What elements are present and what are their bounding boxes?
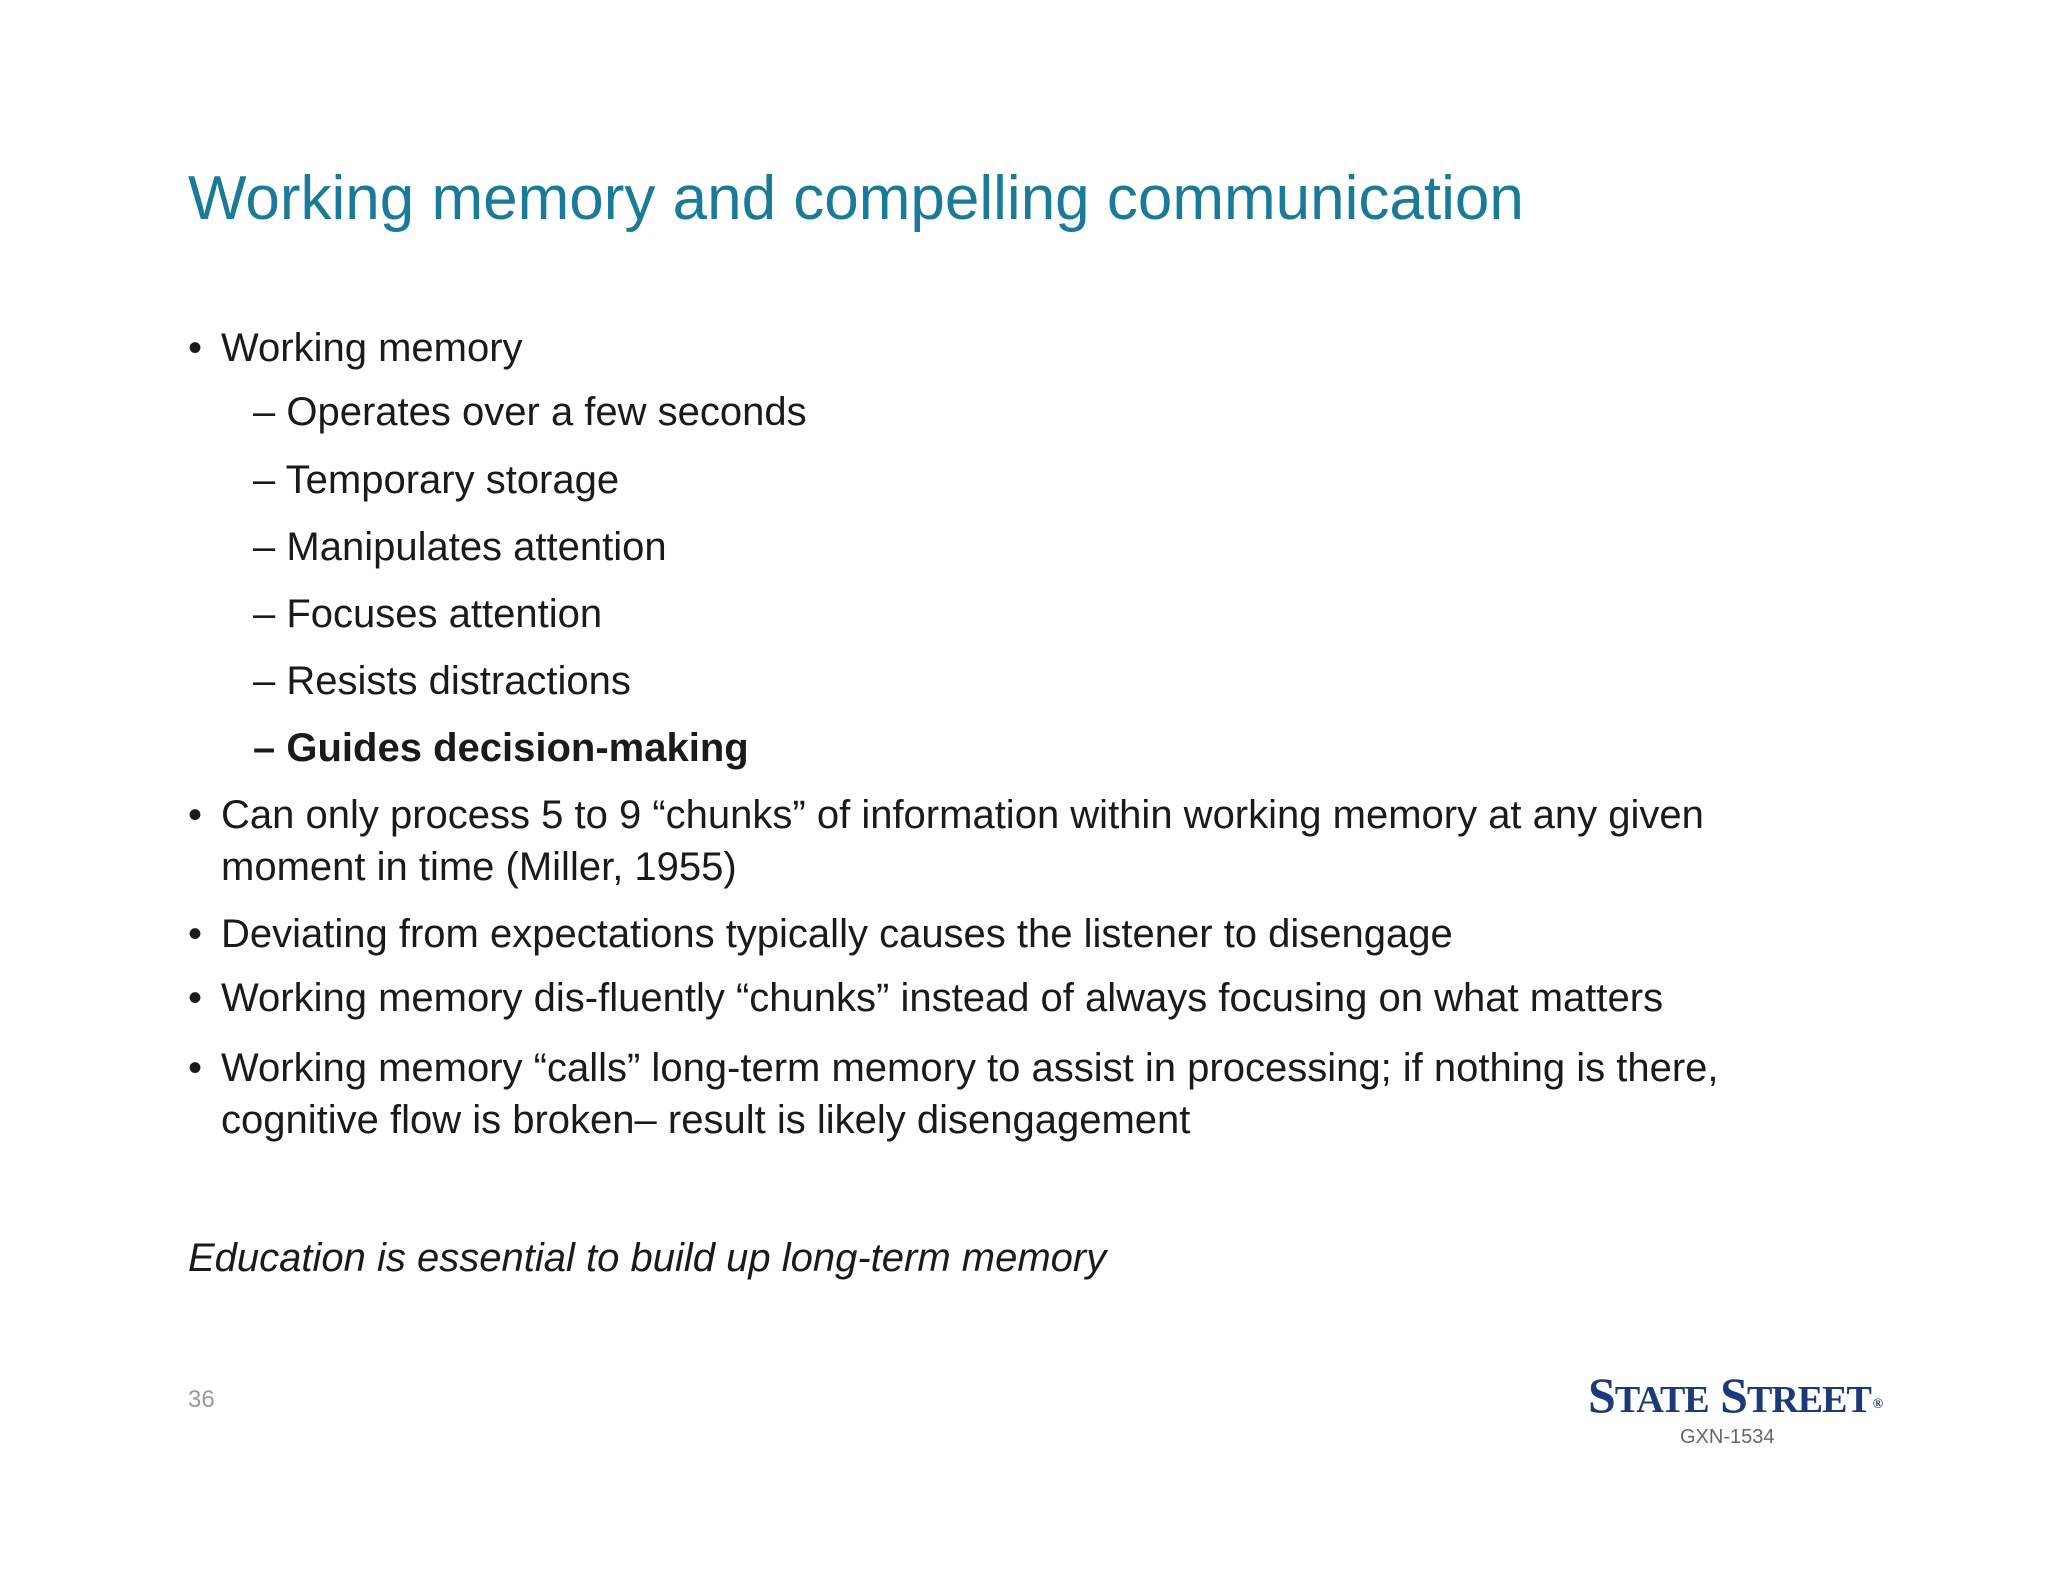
sub-item-resists-distractions [253,655,631,707]
document-code: GXN-1534 [1680,1426,1775,1448]
bullet-text: Working memory dis-fluently “chunks” instead of always focusing on what matters [221,976,1664,1020]
sub-item-operates [253,386,807,438]
sub-item-marker: – [253,390,276,434]
page-number: 36 [188,1386,215,1413]
sub-item-marker: – [253,592,276,636]
sub-item-text: Focuses attention [286,592,603,636]
sub-item-temporary-storage [253,454,619,506]
bullet-text: Working memory [221,326,523,370]
bullet-text: Can only process 5 to 9 “chunks” of information within working memory at any given moment in time (Miller, 1955) [221,793,1704,889]
bullet-marker: • [188,793,203,837]
sub-item-marker: – [253,458,276,502]
bullet-long-term-memory-calls [188,1042,1828,1146]
sub-item-text: Manipulates attention [286,525,667,569]
sub-item-focuses-attention [253,588,602,640]
sub-item-text: Operates over a few seconds [286,390,807,434]
slide-title: Working memory and compelling communication [188,164,1524,233]
sub-item-marker: – [253,659,276,703]
bullet-marker: • [188,912,203,956]
bullet-deviating-expectations [188,908,1828,960]
bullet-working-memory [188,322,1828,374]
sub-item-text: Resists distractions [286,659,631,703]
sub-item-marker: – [253,726,276,770]
bullet-chunks-capacity [188,789,1828,893]
state-street-logo: STATE STREET ® [1588,1367,1883,1423]
bullet-dis-fluent-chunks [188,972,1828,1024]
closing-note: Education is essential to build up long-term memory [188,1236,1107,1280]
bullet-marker: • [188,326,203,370]
bullet-marker: • [188,1046,203,1090]
sub-item-manipulates-attention [253,521,667,573]
sub-item-text: Temporary storage [285,458,620,502]
sub-item-marker: – [253,525,276,569]
bullet-text: Deviating from expectations typically causes the listener to disengage [221,912,1453,956]
bullet-marker: • [188,976,203,1020]
sub-item-text: Guides decision-making [286,726,749,770]
bullet-text: Working memory “calls” long-term memory to assist in processing; if nothing is there, cognitive flow is broken– result is likely disengagement [221,1046,1719,1142]
sub-item-guides-decision-making [253,722,749,774]
